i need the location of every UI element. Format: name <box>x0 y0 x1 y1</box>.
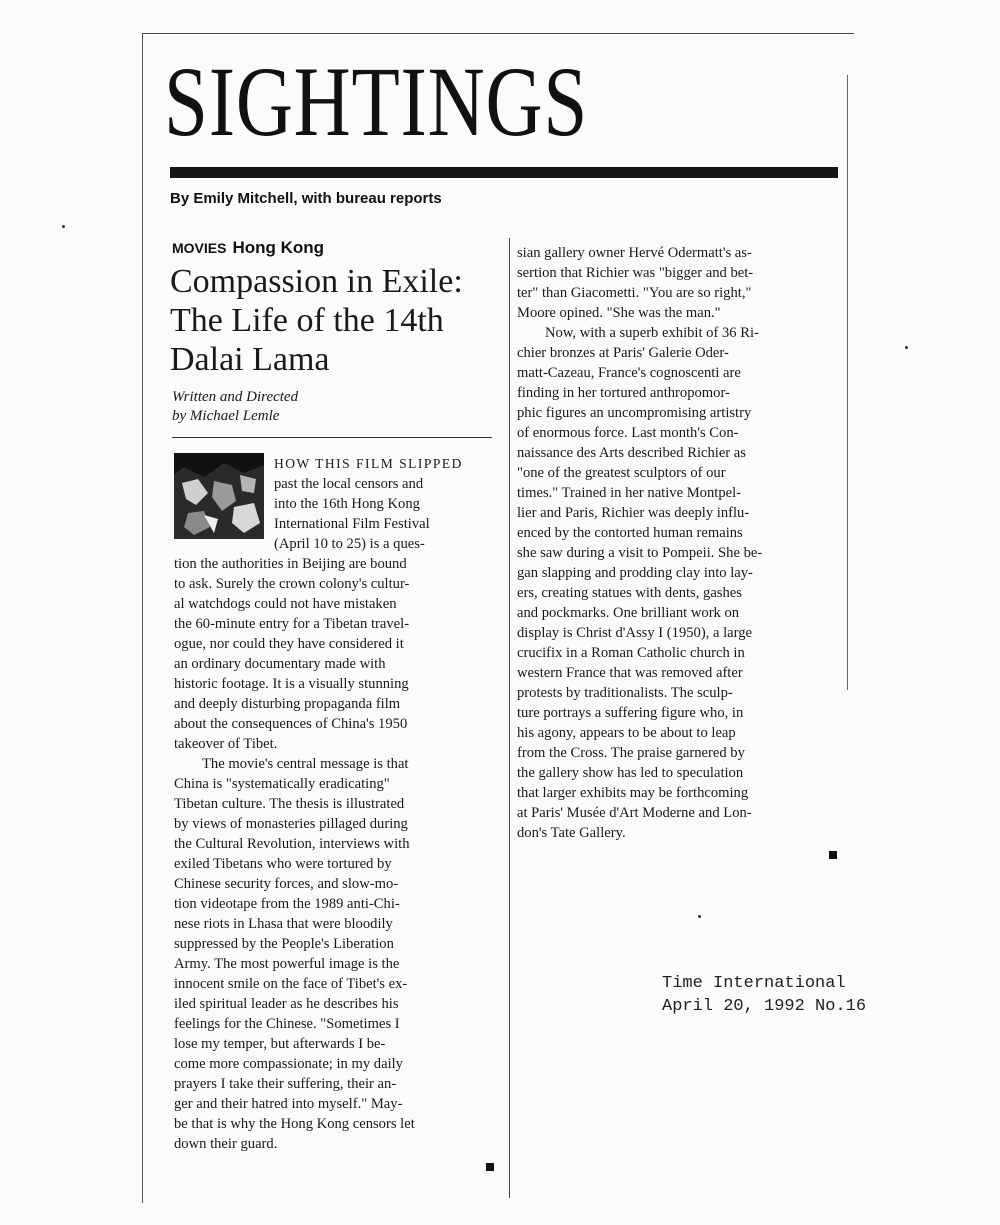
text-line: Chinese security forces, and slow-mo- <box>174 876 399 892</box>
credits-line: Written and Directed <box>172 389 299 405</box>
text-line: innocent smile on the face of Tibet's ex- <box>174 976 408 992</box>
stamp-date: April 20, 1992 No.16 <box>662 997 867 1016</box>
text-line: China is "systematically eradicating" <box>174 776 390 792</box>
text-line: display is Christ d'Assy I (1950), a large <box>517 625 753 641</box>
text-line: don's Tate Gallery. <box>517 825 626 841</box>
text-line: "one of the greatest sculptors of our <box>517 465 726 481</box>
text-line: of enormous force. Last month's Con- <box>517 425 739 441</box>
text-line: Army. The most powerful image is the <box>174 956 400 972</box>
text-line: ers, creating statues with dents, gashes <box>517 585 742 601</box>
section-label <box>172 238 324 258</box>
text-line: and pockmarks. One brilliant work on <box>517 605 740 621</box>
text-line: be that is why the Hong Kong censors let <box>174 1116 415 1132</box>
scan-speck <box>905 346 908 349</box>
text-line: ter" than Giacometti. "You are so right," <box>517 285 752 301</box>
text-line: about the consequences of China's 1950 <box>174 716 408 732</box>
text-line: phic figures an uncompromising artistry <box>517 405 752 421</box>
text-line: ger and their hatred into myself." May- <box>174 1096 403 1112</box>
text-line: al watchdogs could not have mistaken <box>174 596 397 612</box>
text-line: prayers I take their suffering, their an- <box>174 1076 397 1092</box>
text-line: times." Trained in her native Montpel- <box>517 485 742 501</box>
text-line: matt-Cazeau, France's cognoscenti are <box>517 365 741 381</box>
article-credits <box>172 388 472 426</box>
text-line: historic footage. It is a visually stunning <box>174 676 409 692</box>
stamp-publication: Time International <box>662 974 846 993</box>
text-line: the gallery show has led to speculation <box>517 765 744 781</box>
text-line: Moore opined. "She was the man." <box>517 305 721 321</box>
text-line: tion the authorities in Beijing are bound <box>174 556 407 572</box>
text-line: HOW THIS FILM SLIPPED <box>274 456 463 471</box>
masthead-rule <box>170 167 838 178</box>
text-line: sertion that Richier was "bigger and bet- <box>517 265 754 281</box>
end-of-article-mark <box>486 1163 494 1171</box>
text-line: chier bronzes at Paris' Galerie Oder- <box>517 345 729 361</box>
section-location: Hong Kong <box>232 238 325 257</box>
masthead: SIGHTINGS <box>164 46 589 157</box>
text-line: Tibetan culture. The thesis is illustrated <box>174 796 405 812</box>
text-line: down their guard. <box>174 1136 278 1152</box>
text-line: to ask. Surely the crown colony's cultur- <box>174 576 410 592</box>
page-frame-top <box>142 33 854 34</box>
text-line: exiled Tibetans who were tortured by <box>174 856 392 872</box>
page-frame-left <box>142 33 143 1203</box>
text-line: Now, with a superb exhibit of 36 Ri- <box>545 325 759 341</box>
text-line: gan slapping and prodding clay into lay- <box>517 565 753 581</box>
article-column-left <box>174 454 463 1154</box>
text-line: (April 10 to 25) is a ques- <box>274 536 425 552</box>
text-line: protests by traditionalists. The sculp- <box>517 685 733 701</box>
text-line: she saw during a visit to Pompeii. She be- <box>517 545 763 561</box>
text-line: International Film Festival <box>274 516 430 532</box>
text-line: into the 16th Hong Kong <box>274 496 420 512</box>
text-line: enced by the contorted human remains <box>517 525 743 541</box>
text-line: western France that was removed after <box>517 665 743 681</box>
article-column-right <box>517 243 762 843</box>
text-line: his agony, appears to be about to leap <box>517 725 736 741</box>
text-line: iled spiritual leader as he describes his <box>174 996 399 1012</box>
end-of-article-mark <box>829 851 837 859</box>
page-frame-right <box>847 75 848 690</box>
scan-speck <box>62 225 65 228</box>
text-line: takeover of Tibet. <box>174 736 278 752</box>
section-category: MOVIES <box>172 240 227 256</box>
text-line: at Paris' Musée d'Art Moderne and Lon- <box>517 805 752 821</box>
text-line: the 60-minute entry for a Tibetan travel- <box>174 616 410 632</box>
article-headline: Compassion in Exile: The Life of the 14th Dalai Lama <box>170 263 463 378</box>
column-divider <box>509 238 510 1198</box>
text-line: sian gallery owner Hervé Odermatt's as- <box>517 245 752 261</box>
text-line: suppressed by the People's Liberation <box>174 936 394 952</box>
text-line: lier and Paris, Richier was deeply influ- <box>517 505 750 521</box>
text-line: past the local censors and <box>274 476 424 492</box>
text-line: the Cultural Revolution, interviews with <box>174 836 410 852</box>
text-line: an ordinary documentary made with <box>174 656 386 672</box>
text-line: ogue, nor could they have considered it <box>174 636 404 652</box>
text-line: ture portrays a suffering figure who, in <box>517 705 744 721</box>
text-line: tion videotape from the 1989 anti-Chi- <box>174 896 400 912</box>
text-line: from the Cross. The praise garnered by <box>517 745 745 761</box>
text-line: The movie's central message is that <box>202 756 409 772</box>
text-line: finding in her tortured anthropomor- <box>517 385 730 401</box>
credits-rule <box>172 437 492 438</box>
text-line: that larger exhibits may be forthcoming <box>517 785 749 801</box>
text-line: feelings for the Chinese. "Sometimes I <box>174 1016 400 1032</box>
text-line: crucifix in a Roman Catholic church in <box>517 645 745 661</box>
byline: By Emily Mitchell, with bureau reports <box>170 190 442 207</box>
text-line: and deeply disturbing propaganda film <box>174 696 401 712</box>
text-line: lose my temper, but afterwards I be- <box>174 1036 386 1052</box>
text-line: nese riots in Lhasa that were bloodily <box>174 916 393 932</box>
source-stamp <box>662 972 866 1018</box>
credits-line: by Michael Lemle <box>172 408 280 424</box>
text-line: come more compassionate; in my daily <box>174 1056 403 1072</box>
scan-speck <box>698 915 701 918</box>
text-line: by views of monasteries pillaged during <box>174 816 408 832</box>
text-line: naissance des Arts described Richier as <box>517 445 746 461</box>
